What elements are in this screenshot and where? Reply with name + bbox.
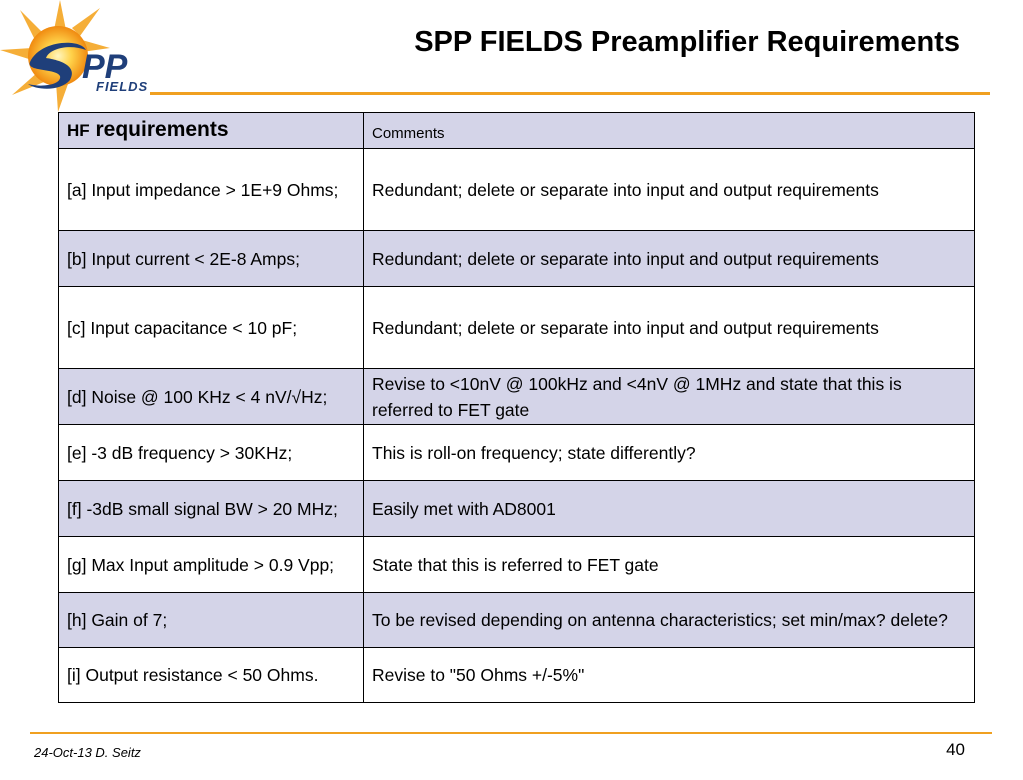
logo-fields-label: FIELDS: [96, 79, 149, 94]
comment-cell: Redundant; delete or separate into input and output requirements: [364, 231, 975, 287]
header-requirements: [59, 113, 364, 149]
requirement-cell: [h] Gain of 7;: [59, 593, 364, 648]
comment-cell: State that this is referred to FET gate: [364, 537, 975, 593]
table-row: [59, 231, 975, 287]
table-header-row: [59, 113, 975, 149]
table-row: [59, 287, 975, 369]
comment-cell: Easily met with AD8001: [364, 481, 975, 537]
table-row: [59, 149, 975, 231]
comment-cell: To be revised depending on antenna characteristics; set min/max? delete?: [364, 593, 975, 648]
slide-title: SPP FIELDS Preamplifier Requirements: [414, 26, 960, 58]
logo-letters: PP: [82, 48, 128, 86]
requirement-cell: [b] Input current < 2E-8 Amps;: [59, 231, 364, 287]
table-row: [59, 537, 975, 593]
table-row: [59, 369, 975, 425]
comment-cell: Revise to "50 Ohms +/-5%": [364, 648, 975, 703]
footer-date-author: 24-Oct-13 D. Seitz: [34, 745, 141, 760]
footer-divider: [30, 732, 992, 734]
table-row: [59, 481, 975, 537]
comment-cell: This is roll-on frequency; state differently?: [364, 425, 975, 481]
page-number: 40: [946, 740, 965, 759]
spp-fields-logo: [0, 0, 170, 112]
requirement-cell: [g] Max Input amplitude > 0.9 Vpp;: [59, 537, 364, 593]
requirements-table: [58, 112, 975, 703]
requirement-cell: [f] -3dB small signal BW > 20 MHz;: [59, 481, 364, 537]
requirement-cell: [a] Input impedance > 1E+9 Ohms;: [59, 149, 364, 231]
comment-cell: Redundant; delete or separate into input and output requirements: [364, 149, 975, 231]
title-divider: [150, 92, 990, 95]
comment-cell: Redundant; delete or separate into input and output requirements: [364, 287, 975, 369]
table-row: [59, 648, 975, 703]
table-row: [59, 593, 975, 648]
header-prefix: HF: [67, 121, 90, 140]
table-row: [59, 425, 975, 481]
requirement-cell: [c] Input capacitance < 10 pF;: [59, 287, 364, 369]
requirement-cell: [i] Output resistance < 50 Ohms.: [59, 648, 364, 703]
comment-cell: Revise to <10nV @ 100kHz and <4nV @ 1MHz and state that this is referred to FET gate: [364, 369, 975, 425]
requirement-cell: [d] Noise @ 100 KHz < 4 nV/√Hz;: [59, 369, 364, 425]
sun-logo-icon: [0, 0, 170, 112]
header-comments: Comments: [364, 113, 975, 149]
requirement-cell: [e] -3 dB frequency > 30KHz;: [59, 425, 364, 481]
header-main: requirements: [89, 118, 229, 141]
